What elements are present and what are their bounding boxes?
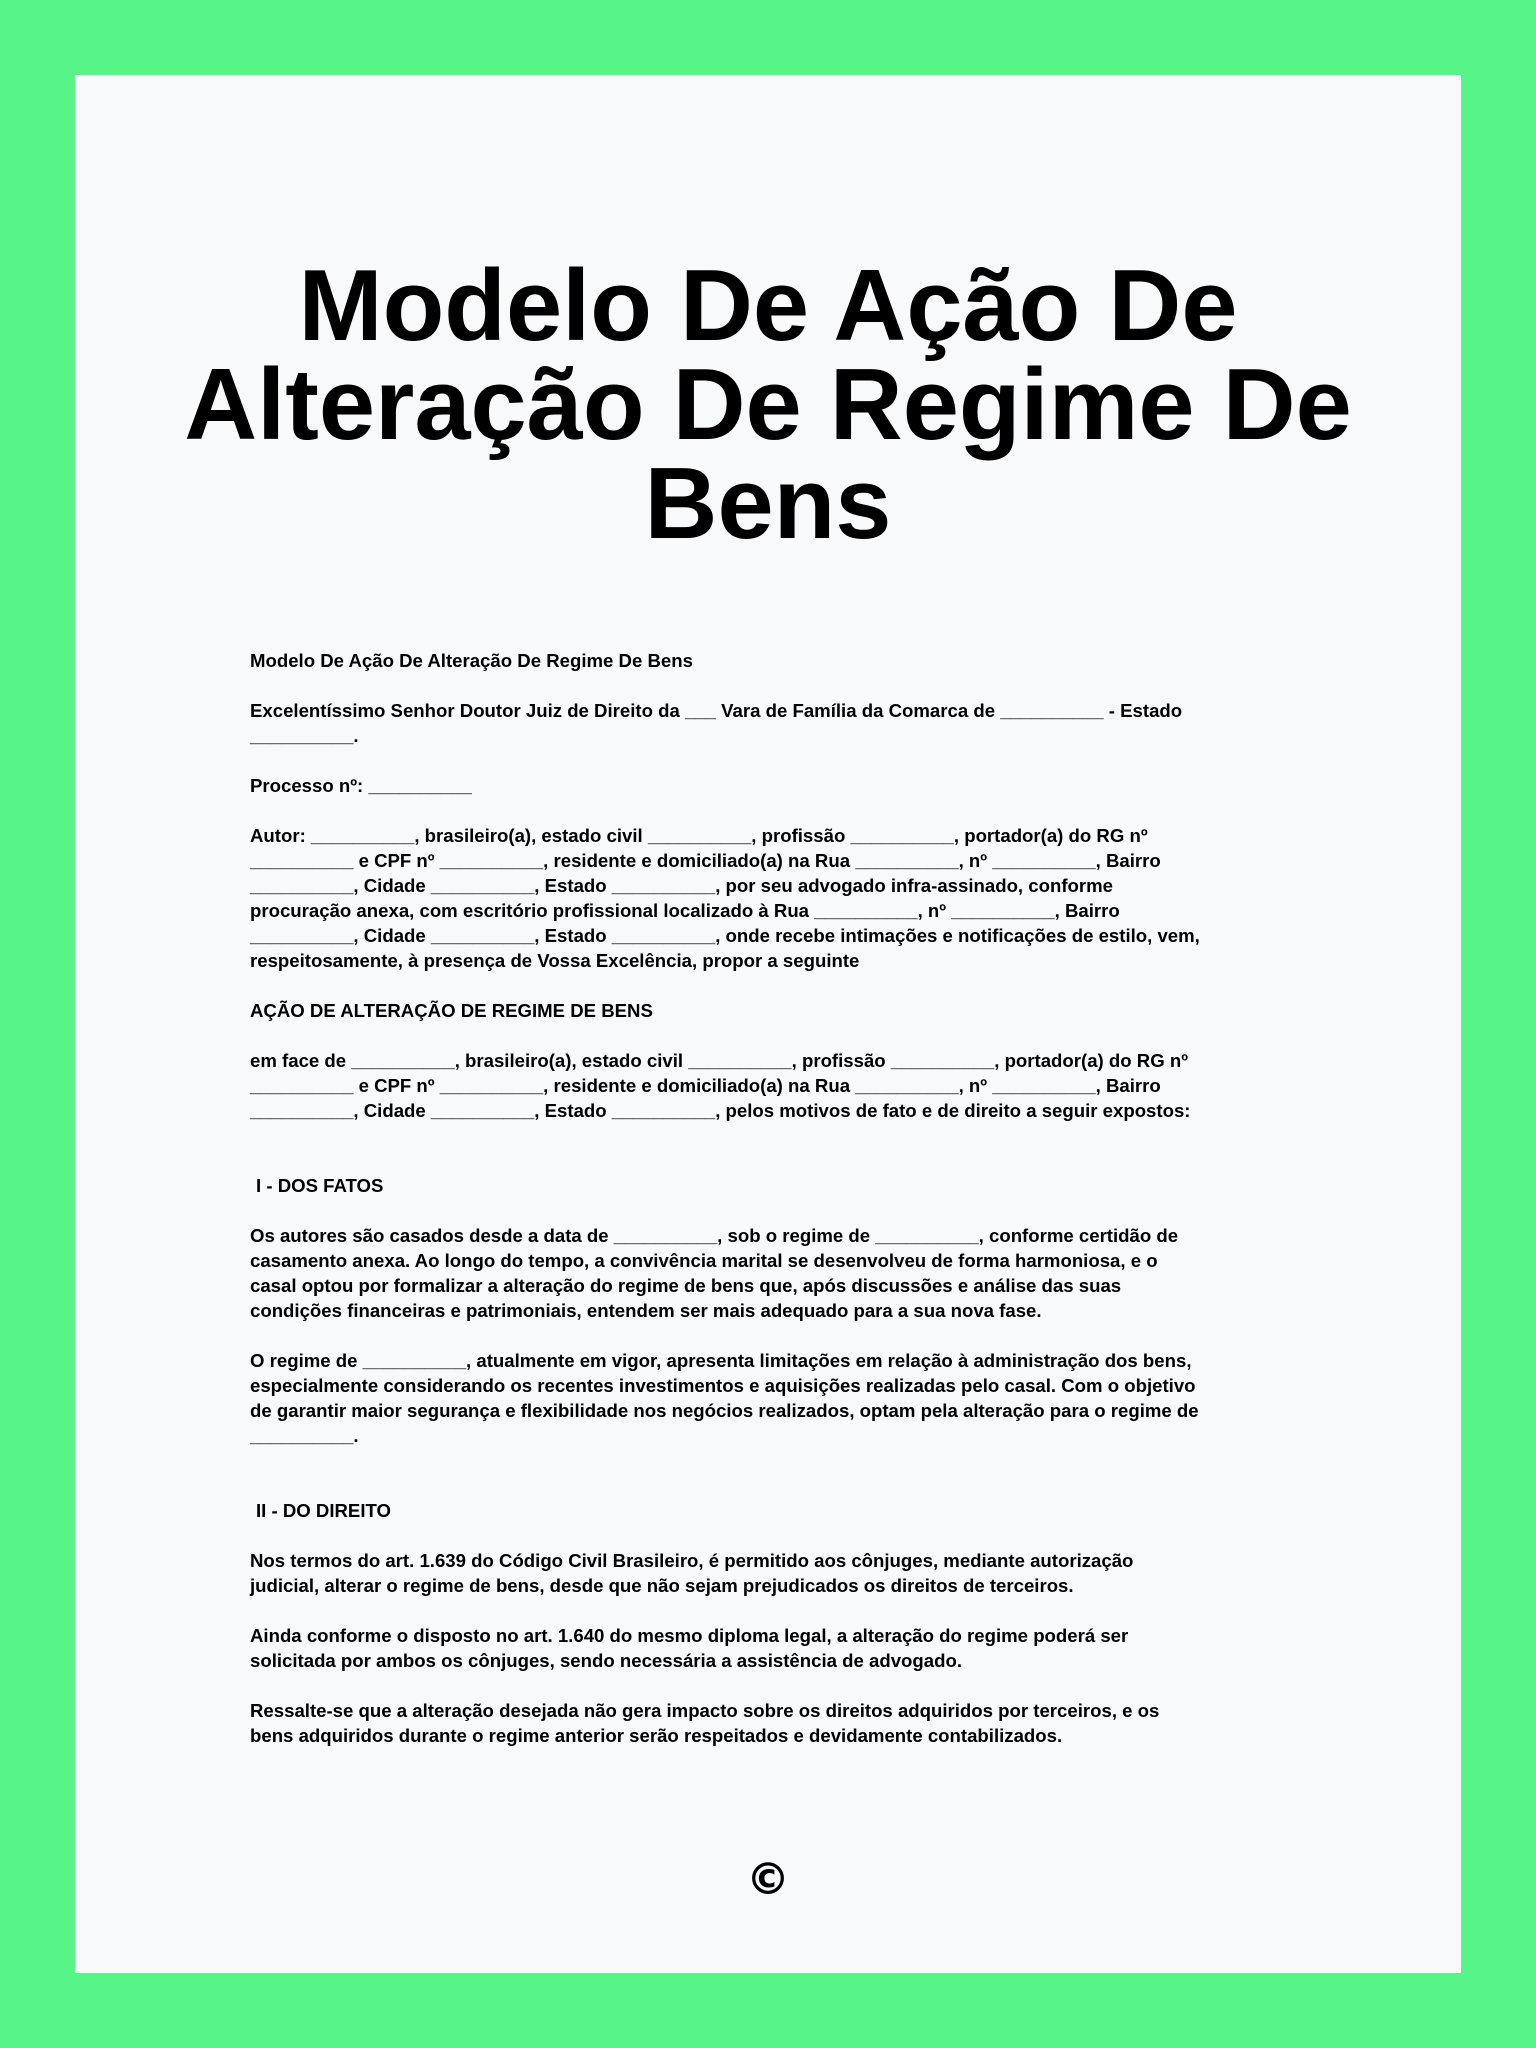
process-number: Processo nº: __________ [250, 775, 472, 796]
law-paragraph-2: Ainda conforme o disposto no art. 1.640 do mesmo diploma legal, a alteração do regime poderá ser solicitada por ambos os cônjuges, sendo necessária a assistência de advogado. [250, 1625, 1129, 1671]
document-page [75, 75, 1461, 1973]
copyright-icon: © [746, 1854, 790, 1905]
action-title: AÇÃO DE ALTERAÇÃO DE REGIME DE BENS [250, 1000, 653, 1021]
document-body [250, 648, 1350, 1773]
law-paragraph-3: Ressalte-se que a alteração desejada não gera impacto sobre os direitos adquiridos por terceiros, e os bens adquiridos durante o regime anterior serão respeitados e devidamente contabilizados. [250, 1700, 1160, 1746]
law-paragraph-1: Nos termos do art. 1.639 do Código Civil Brasileiro, é permitido aos cônjuges, mediante autorização judicial, alterar o regime de bens, desde que não sejam prejudicados os direitos de terceiros. [250, 1550, 1134, 1596]
section-heading-facts: I - DOS FATOS [256, 1175, 384, 1196]
facts-paragraph-1: Os autores são casados desde a data de __________, sob o regime de __________, conforme certidão de casamento anexa. Ao longo do tempo, a convivência marital se desenvolveu de forma harmoniosa, e o casal optou por formalizar a alteração do regime de bens que, após discussões e análise das suas condições financeiras e patrimoniais, entendem ser mais adequado para a sua nova fase. [250, 1225, 1179, 1321]
facts-paragraph-2: O regime de __________, atualmente em vigor, apresenta limitações em relação à administração dos bens, especialmente considerando os recentes investimentos e aquisições realizadas pelo casal. Com o objetivo de garantir maior segurança e flexibilidade nos negócios realizados, optam pela alteração para o regime de __________. [250, 1350, 1199, 1446]
author-paragraph: Autor: __________, brasileiro(a), estado civil __________, profissão __________, portador(a) do RG nº __________ e CPF nº __________, residente e domiciliado(a) na Rua __________, nº __________, Bairro __________, Cidade __________, Estado __________, por seu advogado infra-assinado, conforme procuração anexa, com escritório profissional localizado à Rua __________, nº __________, Bairro __________, Cidade __________, Estado __________, onde recebe intimações e notificações de estilo, vem, respeitosamente, à presença de Vossa Excelência, propor a seguinte [250, 825, 1200, 971]
addressee-paragraph: Excelentíssimo Senhor Doutor Juiz de Direito da ___ Vara de Família da Comarca de __________ - Estado __________. [250, 700, 1183, 746]
section-heading-law: II - DO DIREITO [256, 1500, 391, 1521]
document-subtitle: Modelo De Ação De Alteração De Regime De Bens [250, 650, 693, 671]
page-title: Modelo De Ação De Alteração De Regime De Bens [184, 250, 1352, 560]
defendant-paragraph: em face de __________, brasileiro(a), estado civil __________, profissão __________, portador(a) do RG nº __________ e CPF nº __________, residente e domiciliado(a) na Rua __________, nº __________, Bairro __________, Cidade __________, Estado __________, pelos motivos de fato e de direito a seguir expostos: [250, 1050, 1191, 1121]
